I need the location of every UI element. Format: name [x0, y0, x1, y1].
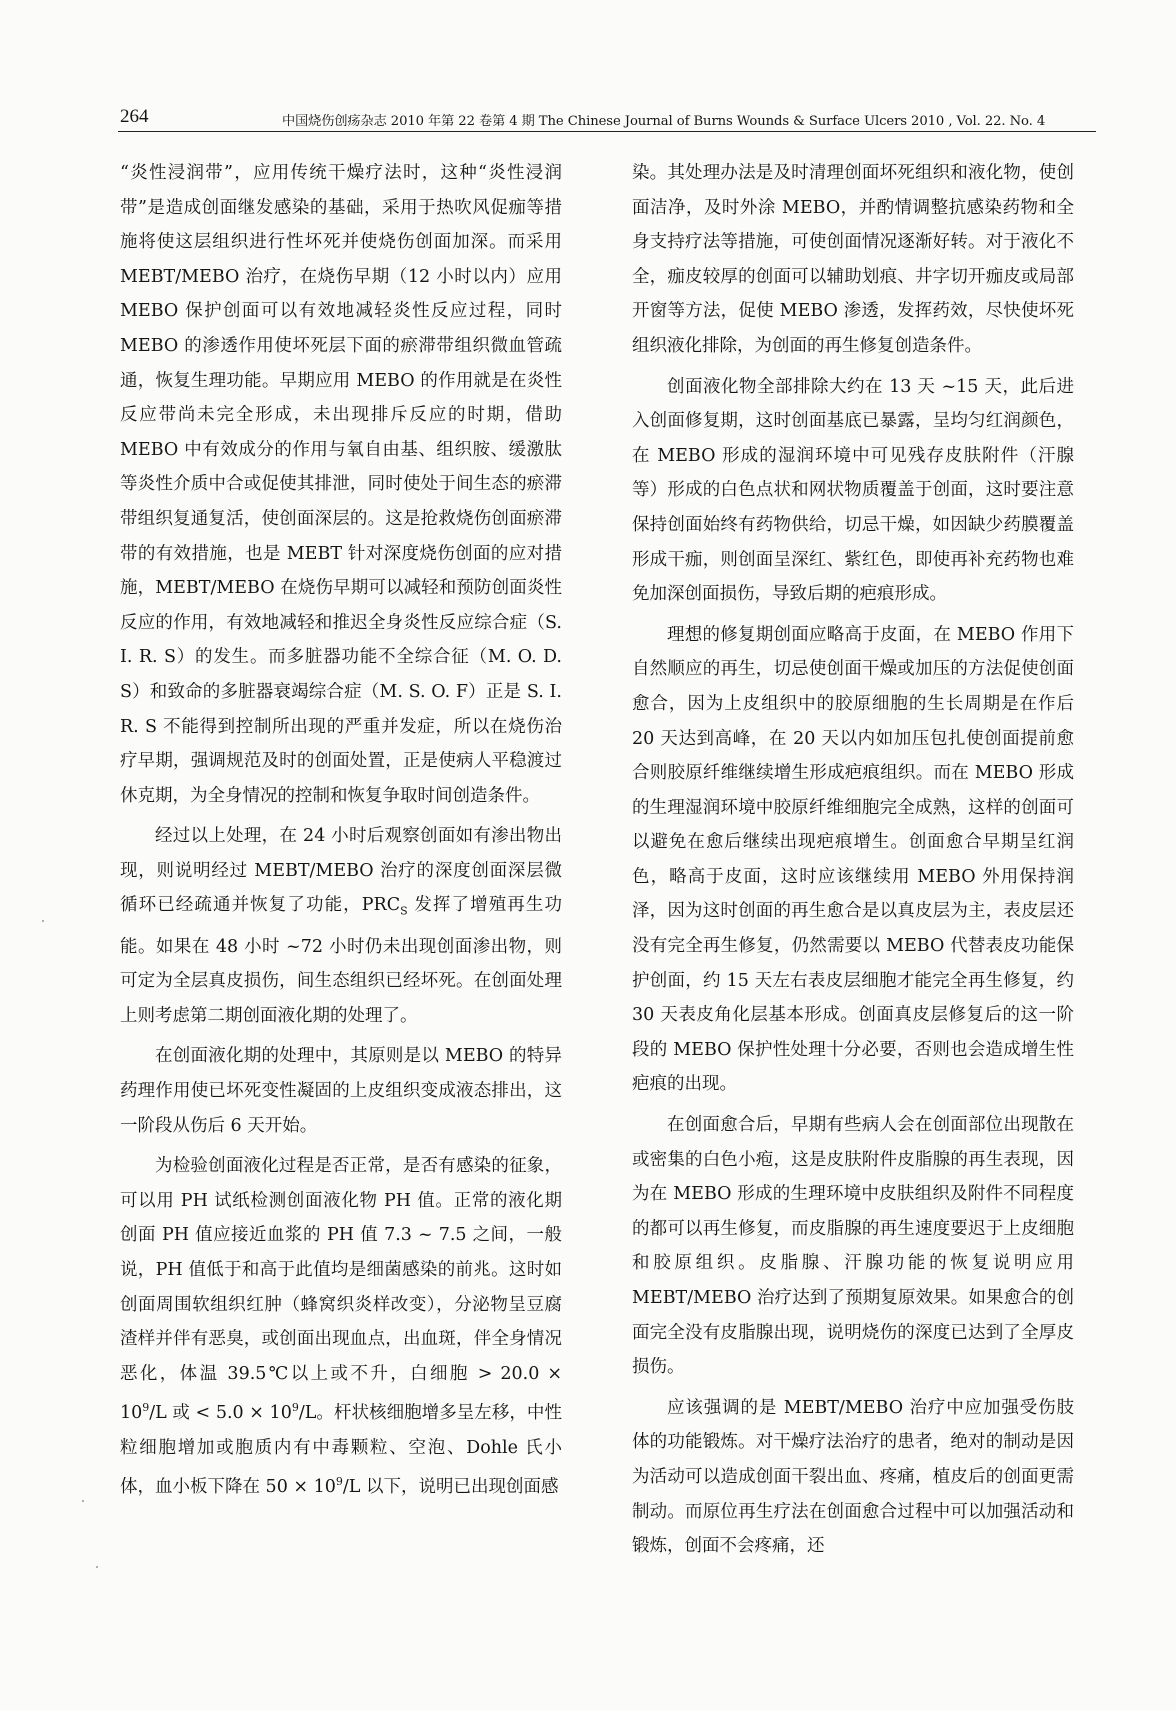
paragraph: 在创面液化期的处理中，其原则是以 MEBO 的特异药理作用使已坏死变性凝固的上皮组织变成液态排出，这一阶段从伤后 6 天开始。 [120, 1046, 562, 1136]
scan-speck [82, 1500, 84, 1502]
paragraph-text: 发挥了增殖再生功能。如果在 48 小时 ~72 小时仍未出现创面渗出物，则可定为全层真皮损伤，间生态组织已经坏死。在创面处理上则考虑第二期创面液化期的处理了。 [120, 895, 562, 1026]
paragraph-text: 为检验创面液化过程是否正常，是否有感染的征象，可以用 PH 试纸检测创面液化物 PH 值。正常的液化期创面 PH 值应接近血浆的 PH 值 7.3 ~ 7.5 之间，一般说，PH 值低于和高于此值均是细菌感染的前兆。这时如创面周围软组织红肿（蜂窝织炎样改变），分泌物呈豆腐渣样并伴有恶臭，或创面出现血点，出血斑，伴全身情况恶化，体温 39.5℃以上或不升，白细胞 > 20.0 × 10 [120, 1156, 562, 1424]
paragraph-text: /L 或 < [149, 1403, 211, 1424]
paragraph: 染。其处理办法是及时清理创面坏死组织和液化物，使创面洁净，及时外涂 MEBO，并酌情调整抗感染药物和全身支持疗法等措施，可使创面情况逐渐好转。对于液化不全，痂皮较厚的创面可以辅助划痕、井字切开痂皮或局部开窗等方法，促使 MEBO 渗透，发挥药效，尽快使坏死组织液化排除，为创面的再生修复创造条件。 [632, 163, 1074, 356]
left-column [120, 156, 562, 1505]
paragraph [120, 819, 562, 1033]
paragraph: 创面液化物全部排除大约在 13 天 ~15 天，此后进入创面修复期，这时创面基底已暴露，呈均匀红润颜色，在 MEBO 形成的湿润环境中可见残存皮肤附件（汗腺等）形成的白色点状和网状物质覆盖于创面，这时要注意保持创面始终有药物供给，切忌干燥，如因缺少药膜覆盖形成干痂，则创面呈深红、紫红色，即使再补充药物也难免加深创面损伤，导致后期的疤痕形成。 [632, 376, 1074, 605]
paragraph: “炎性浸润带”，应用传统干燥疗法时，这种“炎性浸润带”是造成创面继发感染的基础，采用于热吹风促痂等措施将使这层组织进行性坏死并使烧伤创面加深。而采用 MEBT/MEBO 治疗，在烧伤早期（12 小时以内）应用 MEBO 保护创面可以有效地减轻炎性反应过程，同时 MEBO 的渗透作用使坏死层下面的瘀滞带组织微血管疏通，恢复生理功能。早期应用 MEBO 的作用就是在炎性反应带尚未完全形成，未出现排斥反应的时期，借助 MEBO 中有效成分的作用与氧自由基、组织胺、缓激肽等炎性介质中合或促使其排泄，同时使处于间生态的瘀滞带组织复通复活，使创面深层的。这是抢救烧伤创面瘀滞带的有效措施，也是 MEBT 针对深度烧伤创面的应对措施，MEBT/MEBO 在烧伤早期可以减轻和预防创面炎性反应的作用，有效地减轻和推迟全身炎性反应综合症（S. I. R. S）的发生。而多脏器功能不全综合征（M. O. D. S）和致命的多脏器衰竭综合症（M. S. O. F）正是 S. I. R. S 不能得到控制所出现的严重并发症，所以在烧伤治疗早期，强调规范及时的创面处置，正是使病人平稳渡过休克期，为全身情况的控制和恢复争取时间创造条件。 [120, 163, 562, 806]
subscript: S [400, 904, 408, 918]
header-rule [118, 131, 1096, 132]
running-head: 中国烧伤创疡杂志 2010 年第 22 卷第 4 期 The Chinese Journal of Burns Wounds & Surface Ulcers 2010 , Vol. 22. No. 4 [282, 114, 1046, 129]
superscript: 9 [142, 1401, 150, 1415]
paragraph: 应该强调的是 MEBT/MEBO 治疗中应加强受伤肢体的功能锻炼。对干燥疗法治疗的患者，绝对的制动是因为活动可以造成创面干裂出血、疼痛，植皮后的创面更需制动。而原位再生疗法在创面愈合过程中可以加强活动和锻炼，创面不会疼痛，还 [632, 1397, 1074, 1557]
page-number: 264 [120, 106, 149, 127]
superscript: 9 [291, 1401, 299, 1415]
scan-speck [42, 920, 44, 922]
paragraph-text: /L。杆状核细胞增多呈左移，中性粒细胞增加或胞质内有中毒颗粒、空泡、Dohle 氏小体，血小板下降在 50 × 10 [120, 1403, 562, 1498]
right-column [632, 156, 1074, 1564]
scan-speck [96, 1566, 98, 1568]
paragraph: 理想的修复期创面应略高于皮面，在 MEBO 作用下自然顺应的再生，切忌使创面干燥或加压的方法促使创面愈合，因为上皮组织中的胶原细胞的生长周期是在作后 20 天达到高峰，在 20 天以内如加压包扎使创面提前愈合则胶原纤维继续增生形成疤痕组织。而在 MEBO 形成的生理湿润环境中胶原纤维细胞完全成熟，这样的创面可以避免在愈后继续出现疤痕增生。创面愈合早期呈红润色，略高于皮面，这时应该继续用 MEBO 外用保持润泽，因为这时创面的再生愈合是以真皮层为主，表皮层还没有完全再生修复，仍然需要以 MEBO 代替表皮功能保护创面，约 15 天左右表皮层细胞才能完全再生修复，约 30 天表皮角化层基本形成。创面真皮层修复后的这一阶段的 MEBO 保护性处理十分必要，否则也会造成增生性疤痕的出现。 [632, 624, 1074, 1095]
paragraph: 在创面愈合后，早期有些病人会在创面部位出现散在或密集的白色小疱，这是皮肤附件皮脂腺的再生表现，因为在 MEBO 形成的生理环境中皮肤组织及附件不同程度的都可以再生修复，而皮脂腺的再生速度要迟于上皮细胞和胶原组织。皮脂腺、汗腺功能的恢复说明应用 MEBT/MEBO 治疗达到了预期复原效果。如果愈合的创面完全没有皮脂腺出现，说明烧伤的深度已达到了全厚皮损伤。 [632, 1115, 1074, 1378]
paragraph [120, 1149, 562, 1505]
paragraph-text: 5.0 × 10 [215, 1403, 292, 1424]
paragraph-text: /L 以下，说明已出现创面感 [342, 1477, 559, 1498]
superscript: 9 [335, 1475, 343, 1489]
paragraph-text: 经过以上处理，在 24 小时后观察创面如有渗出物出现，则说明经过 MEBT/MEBO 治疗的深度创面深层微循环已经疏通并恢复了功能，PRC [120, 826, 562, 916]
